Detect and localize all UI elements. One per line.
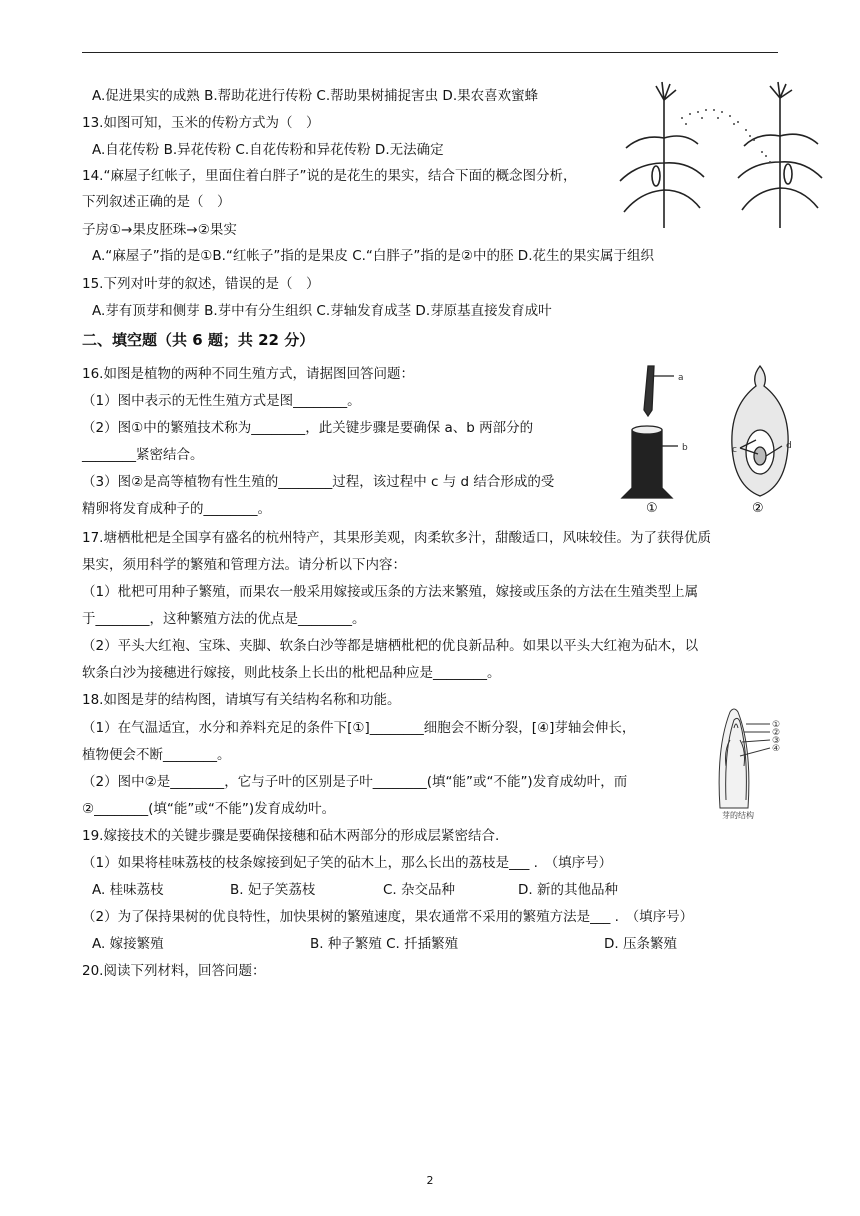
q16-part1: （1）图中表示的无性生殖方式是图________。 [82,393,361,409]
q19-p1-option-a: A. 桂味荔枝 [92,882,164,898]
q18-part2-cont: ②________(填“能”或“不能”)发育成幼叶。 [82,801,336,817]
label-b: b [682,443,688,453]
q16-part3-cont: 精卵将发育成种子的________。 [82,501,271,517]
q17-part2-cont: 软条白沙为接穗进行嫁接，则此枝条上长出的枇杷品种应是________。 [82,665,501,681]
q19-stem: 19.嫁接技术的关键步骤是要确保接穗和砧木两部分的形成层紧密结合. [82,828,500,844]
header-rule [82,52,778,53]
q14-stem-cont: 下列叙述正确的是（ ） [82,194,231,210]
q13-options: A.自花传粉 B.异花传粉 C.自花传粉和异花传粉 D.无法确定 [92,142,444,158]
label-fig-2: ② [752,501,764,516]
q19-p1-option-c: C. 杂交品种 [383,882,456,898]
bud-label-2: ② [772,728,781,738]
q18-part1: （1）在气温适宜，水分和养料充足的条件下[①]________细胞会不断分裂，[④]芽轴会伸长， [82,720,636,736]
q20-stem: 20.阅读下列材料，回答问题： [82,963,266,979]
q19-part2: （2）为了保持果树的优良特性，加快果树的繁殖速度，果农通常不采用的繁殖方法是___ . （填序号） [82,909,694,925]
q14-options: A.“麻屋子”指的是①B.“红帐子”指的是果皮 C.“白胖子”指的是②中的胚 D.花生的果实属于组织 [92,248,654,264]
corn-pollination-figure [612,78,832,230]
q13-stem: 13.如图可知，玉米的传粉方式为（ ） [82,115,320,131]
q19-p2-option-bc: B. 种子繁殖 C. 扦插繁殖 [310,936,459,952]
q17-part1: （1）枇杷可用种子繁殖，而果农一般采用嫁接或压条的方法来繁殖，嫁接或压条的方法在生殖类型上属 [82,584,699,600]
bud-label-1: ① [772,720,781,730]
bud-structure-figure [700,700,800,820]
q17-part1-cont: 于________，这种繁殖方法的优点是________。 [82,611,366,627]
q18-part2: （2）图中②是________，它与子叶的区别是子叶________(填“能”或“不能”)发育成幼叶，而 [82,774,628,790]
q19-p1-option-d: D. 新的其他品种 [518,882,618,898]
label-fig-1: ① [646,501,658,516]
bud-caption: 芽的结构 [722,811,754,820]
q18-stem: 18.如图是芽的结构图，请填写有关结构名称和功能。 [82,692,401,708]
section-title: 二、填空题（共 6 题；共 22 分） [82,331,315,349]
q12-options: A.促进果实的成熟 B.帮助花进行传粉 C.帮助果树捕捉害虫 D.果农喜欢蜜蜂 [92,88,539,104]
q17-part2: （2）平头大红袍、宝珠、夹脚、软条白沙等都是塘栖枇杷的优良新品种。如果以平头大红袍为砧木，以 [82,638,699,654]
q14-stem: 14.“麻屋子红帐子，里面住着白胖子”说的是花生的果实，结合下面的概念图分析， [82,168,577,184]
q19-p1-option-b: B. 妃子笑荔枝 [230,882,316,898]
bud-label-4: ④ [772,744,781,754]
q19-part1: （1）如果将桂味荔枝的枝条嫁接到妃子笑的砧木上，那么长出的荔枝是___ . （填序号） [82,855,613,871]
q16-part2-cont: ________紧密结合。 [82,447,204,463]
label-a: a [678,373,684,383]
q16-part3: （3）图②是高等植物有性生殖的________过程，该过程中 c 与 d 结合形成的受 [82,474,555,490]
page-number: 2 [426,1174,434,1187]
q16-part2: （2）图①中的繁殖技术称为________，此关键步骤是要确保 a、b 两部分的 [82,420,534,436]
q17-stem: 17.塘栖枇杷是全国享有盛名的杭州特产，其果形美观，肉柔软多汁，甜酸适口，风味较佳。为了获得优质 [82,530,711,546]
q15-options: A.芽有顶芽和侧芽 B.芽中有分生组织 C.芽轴发育成茎 D.芽原基直接发育成叶 [92,303,552,319]
q18-part1-cont: 植物便会不断________。 [82,747,231,763]
label-c: c [732,445,737,455]
reproduction-figure [612,360,812,520]
q14-concept-map: 子房①→果皮胚珠→②果实 [82,222,237,238]
q16-stem: 16.如图是植物的两种不同生殖方式，请据图回答问题： [82,366,414,382]
q15-stem: 15.下列对叶芽的叙述，错误的是（ ） [82,276,320,292]
bud-label-3: ③ [772,736,781,746]
label-d: d [786,441,792,451]
q19-p2-option-d: D. 压条繁殖 [604,936,677,952]
q17-stem-cont: 果实，须用科学的繁殖和管理方法。请分析以下内容： [82,557,406,573]
q19-p2-option-a: A. 嫁接繁殖 [92,936,164,952]
